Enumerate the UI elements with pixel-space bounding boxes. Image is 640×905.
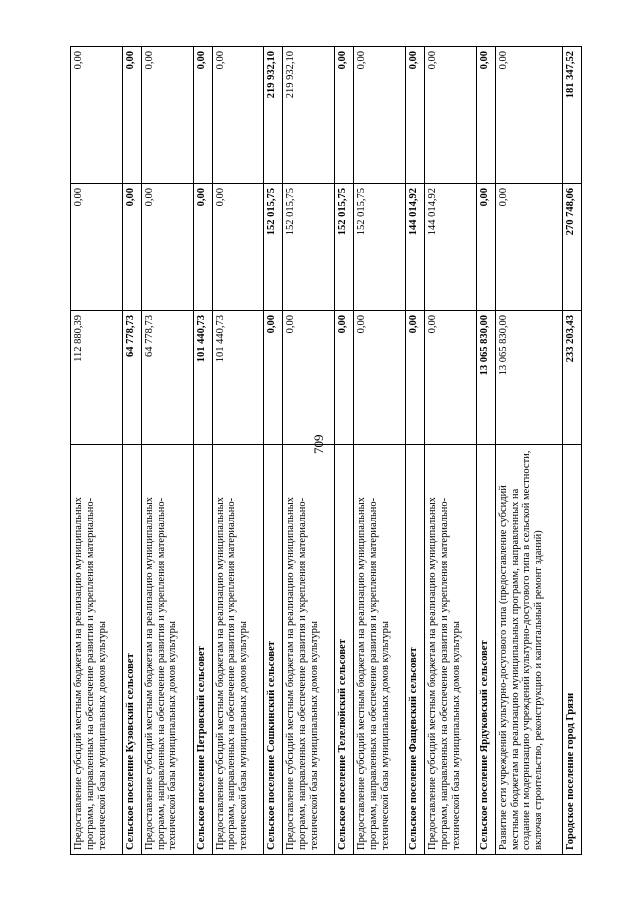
row-value-2: 0,00: [71, 184, 123, 311]
row-description: Городское поселение город Грязи: [563, 445, 582, 855]
row-description: Сельское поселение Сошкинский сельсовет: [264, 445, 283, 855]
row-value-3: 181 347,52: [563, 47, 582, 184]
row-value-2: 144 014,92: [425, 184, 477, 311]
row-description: Предоставление субсидий местным бюджетам на реализацию муниципальных программ, направленных на обеспечение развития и укрепления материально-технической базы муниципальных домов культуры: [71, 445, 123, 855]
settlement-row: [335, 47, 354, 855]
settlement-row: [264, 47, 283, 855]
row-value-1: 112 880,39: [71, 311, 123, 445]
row-value-1: 0,00: [264, 311, 283, 445]
row-value-1: 64 778,73: [141, 311, 193, 445]
row-value-1: 13 065 830,00: [476, 311, 495, 445]
table-frame: [70, 47, 582, 855]
row-value-3: 0,00: [141, 47, 193, 184]
row-description: Сельское поселение Петровский сельсовет: [193, 445, 212, 855]
row-value-1: 101 440,73: [212, 311, 264, 445]
row-value-3: 219 932,10: [264, 47, 283, 184]
row-value-3: 0,00: [71, 47, 123, 184]
row-value-2: 270 748,06: [563, 184, 582, 311]
table-row: [495, 47, 562, 855]
row-value-2: 152 015,75: [335, 184, 354, 311]
table-row: [141, 47, 193, 855]
settlement-row: [193, 47, 212, 855]
settlement-row: [563, 47, 582, 855]
row-description: Развитие сети учреждений культурно-досугового типа (предоставление субсидий местным бюджетам на реализацию муниципальных программ, направленных на создание и модернизацию учреждений культурно-досугового типа в сельской местности, включая строительство, реконструкцию и капитальный ремонт зданий): [495, 445, 562, 855]
row-value-2: 0,00: [476, 184, 495, 311]
row-value-2: 0,00: [141, 184, 193, 311]
rotated-table-container: [70, 47, 582, 855]
row-value-3: 0,00: [122, 47, 141, 184]
row-value-3: 219 932,10: [283, 47, 335, 184]
row-value-2: 0,00: [495, 184, 562, 311]
row-description: Сельское поселение Ярдуковский сельсовет: [476, 445, 495, 855]
row-value-3: 0,00: [495, 47, 562, 184]
row-value-1: 13 065 830,00: [495, 311, 562, 445]
table-row: [425, 47, 477, 855]
row-value-1: 233 203,43: [563, 311, 582, 445]
row-value-3: 0,00: [212, 47, 264, 184]
table-row: [283, 47, 335, 855]
row-value-1: 0,00: [335, 311, 354, 445]
row-description: Предоставление субсидий местным бюджетам на реализацию муниципальных программ, направленных на обеспечение развития и укрепления материально-технической базы муниципальных домов культуры: [425, 445, 477, 855]
row-value-2: 152 015,75: [283, 184, 335, 311]
row-value-1: 0,00: [283, 311, 335, 445]
settlement-row: [476, 47, 495, 855]
row-value-3: 0,00: [193, 47, 212, 184]
row-value-2: 152 015,75: [264, 184, 283, 311]
row-value-2: 0,00: [193, 184, 212, 311]
row-value-1: 0,00: [354, 311, 406, 445]
row-value-1: 64 778,73: [122, 311, 141, 445]
row-value-3: 0,00: [335, 47, 354, 184]
row-description: Предоставление субсидий местным бюджетам на реализацию муниципальных программ, направленных на обеспечение развития и укрепления материально-технической базы муниципальных домов культуры: [354, 445, 406, 855]
row-description: Сельское поселение Фащевский сельсовет: [406, 445, 425, 855]
settlement-row: [406, 47, 425, 855]
row-value-1: 0,00: [425, 311, 477, 445]
row-value-2: 152 015,75: [354, 184, 406, 311]
budget-table: [70, 46, 582, 855]
row-value-3: 0,00: [476, 47, 495, 184]
row-value-2: 0,00: [122, 184, 141, 311]
row-value-3: 0,00: [406, 47, 425, 184]
table-row: [71, 47, 123, 855]
table-row: [354, 47, 406, 855]
row-value-1: 0,00: [406, 311, 425, 445]
row-description: Предоставление субсидий местным бюджетам на реализацию муниципальных программ, направленных на обеспечение развития и укрепления материально-технической базы муниципальных домов культуры: [141, 445, 193, 855]
row-description: Предоставление субсидий местным бюджетам на реализацию муниципальных программ, направленных на обеспечение развития и укрепления материально-технической базы муниципальных домов культуры: [283, 445, 335, 855]
row-description: Предоставление субсидий местным бюджетам на реализацию муниципальных программ, направленных на обеспечение развития и укрепления материально-технической базы муниципальных домов культуры: [212, 445, 264, 855]
row-value-2: 0,00: [212, 184, 264, 311]
row-value-1: 101 440,73: [193, 311, 212, 445]
row-value-3: 0,00: [425, 47, 477, 184]
table-row: [212, 47, 264, 855]
row-description: Сельское поселение Кузовский сельсовет: [122, 445, 141, 855]
row-description: Сельское поселение Телелюйский сельсовет: [335, 445, 354, 855]
page-number: 709: [311, 434, 326, 454]
row-value-3: 0,00: [354, 47, 406, 184]
row-value-2: 144 014,92: [406, 184, 425, 311]
table-body: [71, 47, 582, 855]
settlement-row: [122, 47, 141, 855]
